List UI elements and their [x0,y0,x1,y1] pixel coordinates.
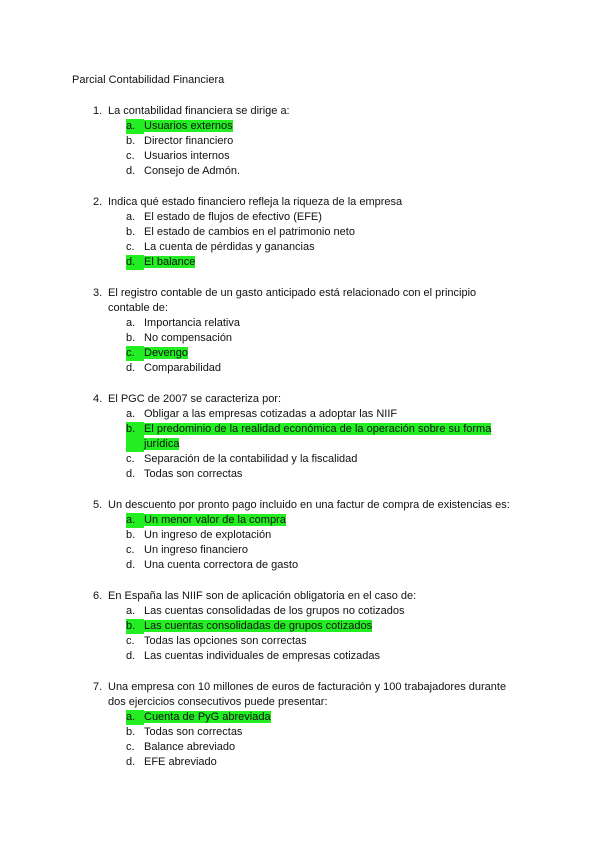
option-letter: b. [126,726,136,738]
question-item [72,104,532,179]
answer-option [126,134,532,149]
answer-option [126,634,532,649]
option-text: Comparabilidad [144,362,222,374]
answer-options [126,710,532,770]
answer-option [126,528,532,543]
option-text: Separación de la contabilidad y la fiscalidad [144,453,358,465]
option-text: La cuenta de pérdidas y ganancias [144,241,315,253]
option-text: EFE abreviado [144,756,217,768]
option-letter: b. [126,135,136,147]
question-number: 2. [93,196,103,208]
question-line [72,286,532,316]
answer-option [126,467,532,482]
option-letter: d. [126,255,144,270]
question-line [72,104,532,119]
option-text: No compensación [144,332,233,344]
question-list [72,104,532,786]
answer-option [126,755,532,770]
answer-option [126,225,532,240]
option-text: El estado de flujos de efectivo (EFE) [144,211,322,223]
answer-option [126,558,532,573]
answer-options [126,316,532,376]
question-item [72,392,532,482]
answer-option-correct [126,422,532,452]
option-letter: a. [126,317,136,329]
option-text: Un ingreso de explotación [144,529,272,541]
option-letter: b. [126,332,136,344]
option-text: Las cuentas consolidadas de grupos cotizados [144,620,373,632]
option-letter: d. [126,362,136,374]
option-text: Balance abreviado [144,741,236,753]
option-letter: d. [126,559,136,571]
option-text: Un menor valor de la compra [144,514,286,526]
question-text: Un descuento por pronto pago incluido en una factur de compra de existencias es: [108,499,510,511]
option-text: Todas son correctas [144,468,243,480]
option-letter: a. [126,605,136,617]
answer-option [126,407,532,422]
answer-option [126,604,532,619]
question-item [72,498,532,573]
option-letter: a. [126,211,136,223]
answer-option [126,740,532,755]
option-letter: a. [126,513,144,528]
option-text: Las cuentas consolidadas de los grupos no cotizados [144,605,405,617]
option-text: Director financiero [144,135,234,147]
question-number: 3. [93,287,103,299]
option-letter: c. [126,150,135,162]
option-text: Cuenta de PyG abreviada [144,711,271,723]
answer-option [126,543,532,558]
option-letter: c. [126,544,135,556]
option-text: Todas son correctas [144,726,243,738]
option-letter: b. [126,619,144,634]
question-line [72,392,532,407]
answer-option [126,240,532,255]
question-number: 7. [93,681,103,693]
option-letter: c. [126,453,135,465]
answer-option-correct [126,255,532,270]
question-number: 1. [93,105,103,117]
option-letter: a. [126,408,136,420]
question-number: 4. [93,393,103,405]
answer-option [126,649,532,664]
option-letter: d. [126,650,136,662]
option-text: El predominio de la realidad económica de la operación sobre su forma jurídica [144,423,492,450]
answer-options [126,210,532,270]
question-text: El PGC de 2007 se caracteriza por: [108,393,282,405]
option-letter: c. [126,241,135,253]
option-text: Una cuenta correctora de gasto [144,559,299,571]
answer-option [126,725,532,740]
question-item [72,589,532,664]
answer-option [126,331,532,346]
option-text: Un ingreso financiero [144,544,248,556]
option-letter: c. [126,635,135,647]
question-item [72,195,532,270]
answer-option [126,210,532,225]
option-text: Devengo [144,347,189,359]
option-text: El balance [144,256,196,268]
option-letter: c. [126,346,144,361]
question-item [72,286,532,376]
option-text: Todas las opciones son correctas [144,635,307,647]
option-letter: b. [126,422,144,452]
option-text: El estado de cambios en el patrimonio neto [144,226,355,238]
question-text: Una empresa con 10 millones de euros de facturación y 100 trabajadores durante dos ejercicios consecutivos puede presentar: [108,681,507,708]
answer-option [126,164,532,179]
option-text: Importancia relativa [144,317,240,329]
answer-option-correct [126,619,532,634]
option-letter: d. [126,165,136,177]
option-letter: a. [126,119,144,134]
answer-options [126,604,532,664]
question-item [72,680,532,770]
option-text: Usuarios internos [144,150,230,162]
question-text: El registro contable de un gasto anticipado está relacionado con el principio contable de: [108,287,477,314]
question-text: Indica qué estado financiero refleja la riqueza de la empresa [108,196,403,208]
question-number: 6. [93,590,103,602]
answer-options [126,513,532,573]
answer-option [126,149,532,164]
answer-options [126,407,532,482]
question-line [72,195,532,210]
question-text: En España las NIIF son de aplicación obligatoria en el caso de: [108,590,417,602]
answer-option [126,316,532,331]
option-letter: d. [126,468,136,480]
option-letter: b. [126,529,136,541]
question-line [72,589,532,604]
option-text: Usuarios externos [144,120,233,132]
answer-option-correct [126,119,532,134]
question-text: La contabilidad financiera se dirige a: [108,105,290,117]
option-text: Las cuentas individuales de empresas cotizadas [144,650,381,662]
question-number: 5. [93,499,103,511]
option-letter: d. [126,756,136,768]
option-text: Consejo de Admón. [144,165,241,177]
document-title: Parcial Contabilidad Financiera [72,74,225,86]
answer-option-correct [126,710,532,725]
answer-option [126,452,532,467]
option-letter: c. [126,741,135,753]
option-letter: b. [126,226,136,238]
answer-option-correct [126,346,532,361]
option-text: Obligar a las empresas cotizadas a adoptar las NIIF [144,408,398,420]
answer-option-correct [126,513,532,528]
question-line [72,680,532,710]
answer-option [126,361,532,376]
answer-options [126,119,532,179]
question-line [72,498,532,513]
option-letter: a. [126,710,144,725]
